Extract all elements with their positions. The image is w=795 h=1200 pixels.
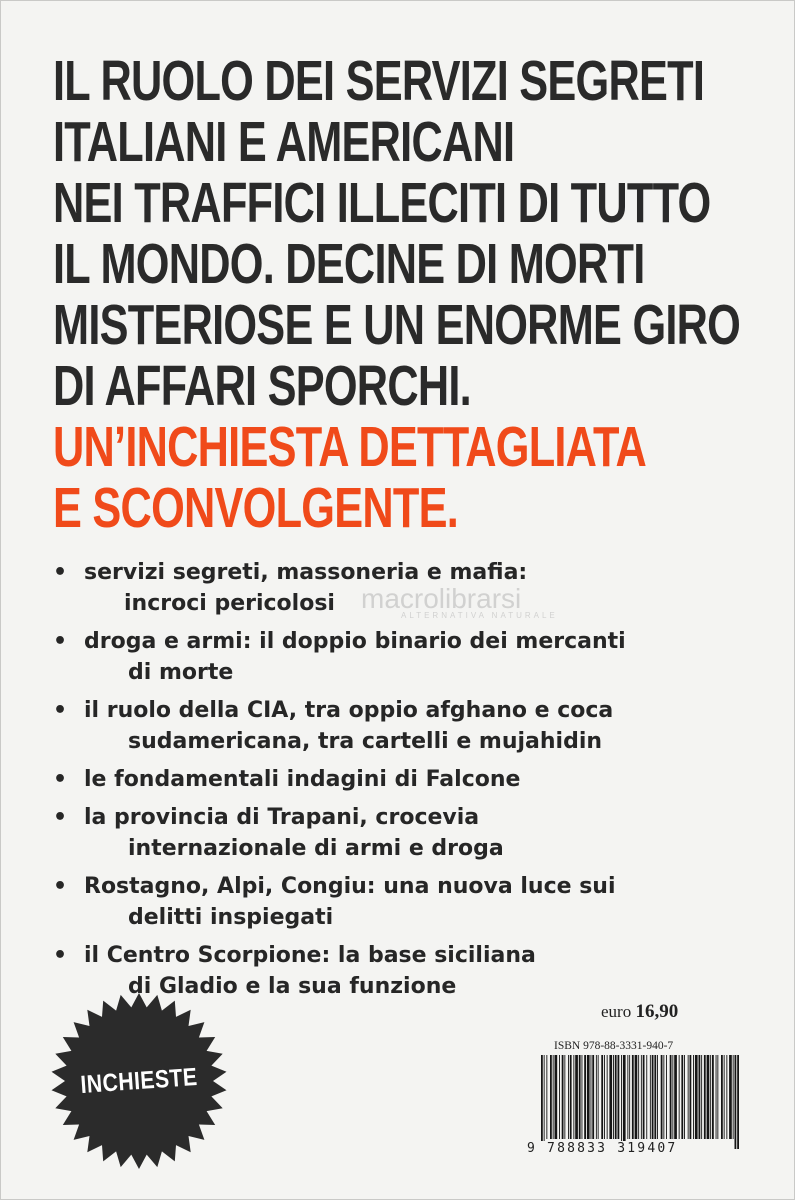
list-item — [53, 695, 753, 757]
headline-line: DI AFFARI SPORCHI. — [53, 354, 471, 418]
list-item-line: internazionale di armi e droga — [128, 836, 504, 861]
barcode-bar — [553, 1055, 554, 1139]
barcode-bar — [707, 1055, 710, 1139]
barcode-bar — [681, 1055, 683, 1139]
barcode-bar — [701, 1055, 702, 1139]
barcode-bar — [688, 1055, 689, 1139]
barcode-bar — [635, 1055, 638, 1139]
list-item-line: droga e armi: il doppio binario dei mercanti — [84, 629, 626, 654]
barcode-digits: 9 788833 319407 — [527, 1141, 678, 1156]
barcode-bar — [575, 1055, 578, 1139]
headline — [53, 49, 741, 540]
barcode-bar — [643, 1055, 645, 1139]
barcode-bar — [632, 1055, 634, 1139]
price-currency: euro — [601, 1002, 632, 1021]
barcode-bar — [601, 1055, 603, 1139]
barcode-bar — [541, 1055, 543, 1149]
barcode-bar — [735, 1055, 737, 1149]
barcode-bar — [550, 1055, 552, 1139]
price — [601, 1001, 678, 1023]
headline-line: IL MONDO. DECINE DI MORTI — [53, 232, 645, 296]
barcode-bar — [693, 1055, 694, 1139]
isbn-text: ISBN 978-88-3331-940-7 — [554, 1040, 674, 1052]
list-item — [53, 802, 753, 864]
barcode-bar — [638, 1055, 639, 1139]
barcode-bar — [641, 1055, 642, 1139]
highlight-line: UN’INCHIESTA DETTAGLIATA — [53, 415, 647, 479]
headline-line: ITALIANI E AMERICANI — [53, 110, 515, 174]
barcode-bar — [717, 1055, 718, 1139]
barcode-bar — [544, 1055, 545, 1149]
list-item-line: la provincia di Trapani, crocevia — [84, 805, 480, 830]
barcode-bar — [613, 1055, 614, 1139]
barcode-bar — [721, 1055, 723, 1139]
barcode-bar — [592, 1055, 594, 1139]
highlight-line: E SCONVOLGENTE. — [53, 476, 459, 540]
barcode-bar — [733, 1055, 734, 1139]
barcode-bar — [724, 1055, 725, 1139]
barcode-bar — [654, 1055, 656, 1139]
list-item-line: le fondamentali indagini di Falcone — [84, 767, 521, 792]
list-item-line: incroci pericolosi — [124, 591, 335, 616]
barcode-bar — [568, 1055, 569, 1139]
barcode-bar — [623, 1055, 626, 1149]
barcode-bar — [684, 1055, 685, 1139]
barcode-bar — [573, 1055, 574, 1139]
barcode-bar — [661, 1055, 663, 1139]
barcode-bar — [710, 1055, 711, 1139]
barcode-bar — [663, 1055, 664, 1139]
barcode-bar — [562, 1055, 564, 1139]
list-item-line: Rostagno, Alpi, Congiu: una nuova luce sui — [84, 874, 616, 899]
barcode-bar — [716, 1055, 717, 1139]
barcode-bar — [672, 1055, 673, 1139]
bullet-icon: • — [53, 943, 68, 968]
barcode-bar — [555, 1055, 558, 1139]
barcode-bar — [690, 1055, 692, 1139]
barcode-bar — [604, 1055, 605, 1139]
barcode-bar — [726, 1055, 727, 1139]
barcode-bar — [596, 1055, 597, 1139]
barcode-bar — [570, 1055, 572, 1139]
list-item — [53, 557, 753, 619]
barcode-bar — [579, 1055, 581, 1139]
barcode-bar — [564, 1055, 565, 1139]
barcode-bar — [629, 1055, 630, 1139]
watermark-subtext: ALTERNATIVA NATURALE — [401, 611, 558, 620]
barcode-bar — [646, 1055, 647, 1139]
barcode-bar — [666, 1055, 667, 1139]
list-item-line: il ruolo della CIA, tra oppio afghano e coca — [84, 698, 614, 723]
barcode-bar — [650, 1055, 651, 1139]
list-item-line: il Centro Scorpione: la base siciliana — [84, 943, 536, 968]
barcode-bar — [587, 1055, 590, 1139]
list-item — [53, 871, 753, 933]
price-amount: 16,90 — [635, 1001, 679, 1022]
barcode-bar — [584, 1055, 586, 1139]
watermark-text: macrolibrarsi — [361, 583, 522, 614]
barcode-bar — [582, 1055, 583, 1139]
list-item-line: delitti inspiegati — [128, 905, 334, 930]
bullet-list — [53, 557, 753, 1009]
headline-line: MISTERIOSE E UN ENORME GIRO — [53, 293, 741, 357]
starburst-badge-icon — [49, 991, 229, 1171]
bullet-icon: • — [53, 560, 68, 585]
bullet-icon: • — [53, 767, 68, 792]
bullet-icon: • — [53, 698, 68, 723]
list-item-line: sudamericana, tra cartelli e mujahidin — [128, 729, 603, 754]
barcode-bar — [695, 1055, 698, 1139]
barcode-bar — [627, 1055, 628, 1139]
barcode-bar — [729, 1055, 732, 1139]
barcode-bar — [712, 1055, 714, 1139]
barcode-bar — [621, 1055, 622, 1149]
barcode-bar — [670, 1055, 672, 1139]
bullet-icon: • — [53, 805, 68, 830]
list-item-line: di Gladio e la sua funzione — [128, 974, 457, 999]
barcode-bar — [657, 1055, 658, 1139]
barcode-bar — [737, 1055, 739, 1149]
barcode-bar — [615, 1055, 617, 1139]
bullet-icon: • — [53, 874, 68, 899]
barcode-bar — [652, 1055, 654, 1139]
list-item — [53, 626, 753, 688]
headline-line: IL RUOLO DEI SERVIZI SEGRETI — [53, 49, 705, 113]
badge-label: INCHIESTE — [79, 1062, 199, 1099]
barcode-bar — [699, 1055, 701, 1139]
list-item — [53, 764, 753, 795]
barcode-bar — [591, 1055, 592, 1139]
bullet-icon: • — [53, 629, 68, 654]
barcode-bar — [607, 1055, 608, 1139]
barcode-bar — [679, 1055, 680, 1139]
list-item-line: servizi segreti, massoneria e mafia: — [84, 560, 528, 585]
barcode-bar — [609, 1055, 612, 1139]
barcode-bar — [598, 1055, 599, 1139]
barcode-bar — [618, 1055, 620, 1139]
barcode-bar — [546, 1055, 547, 1139]
barcode-bar — [674, 1055, 677, 1139]
headline-line: NEI TRAFFICI ILLECITI DI TUTTO — [53, 171, 711, 235]
barcode-bar — [704, 1055, 706, 1139]
barcode-bar — [559, 1055, 560, 1139]
barcode — [539, 1055, 741, 1149]
list-item-line: di morte — [128, 660, 234, 685]
